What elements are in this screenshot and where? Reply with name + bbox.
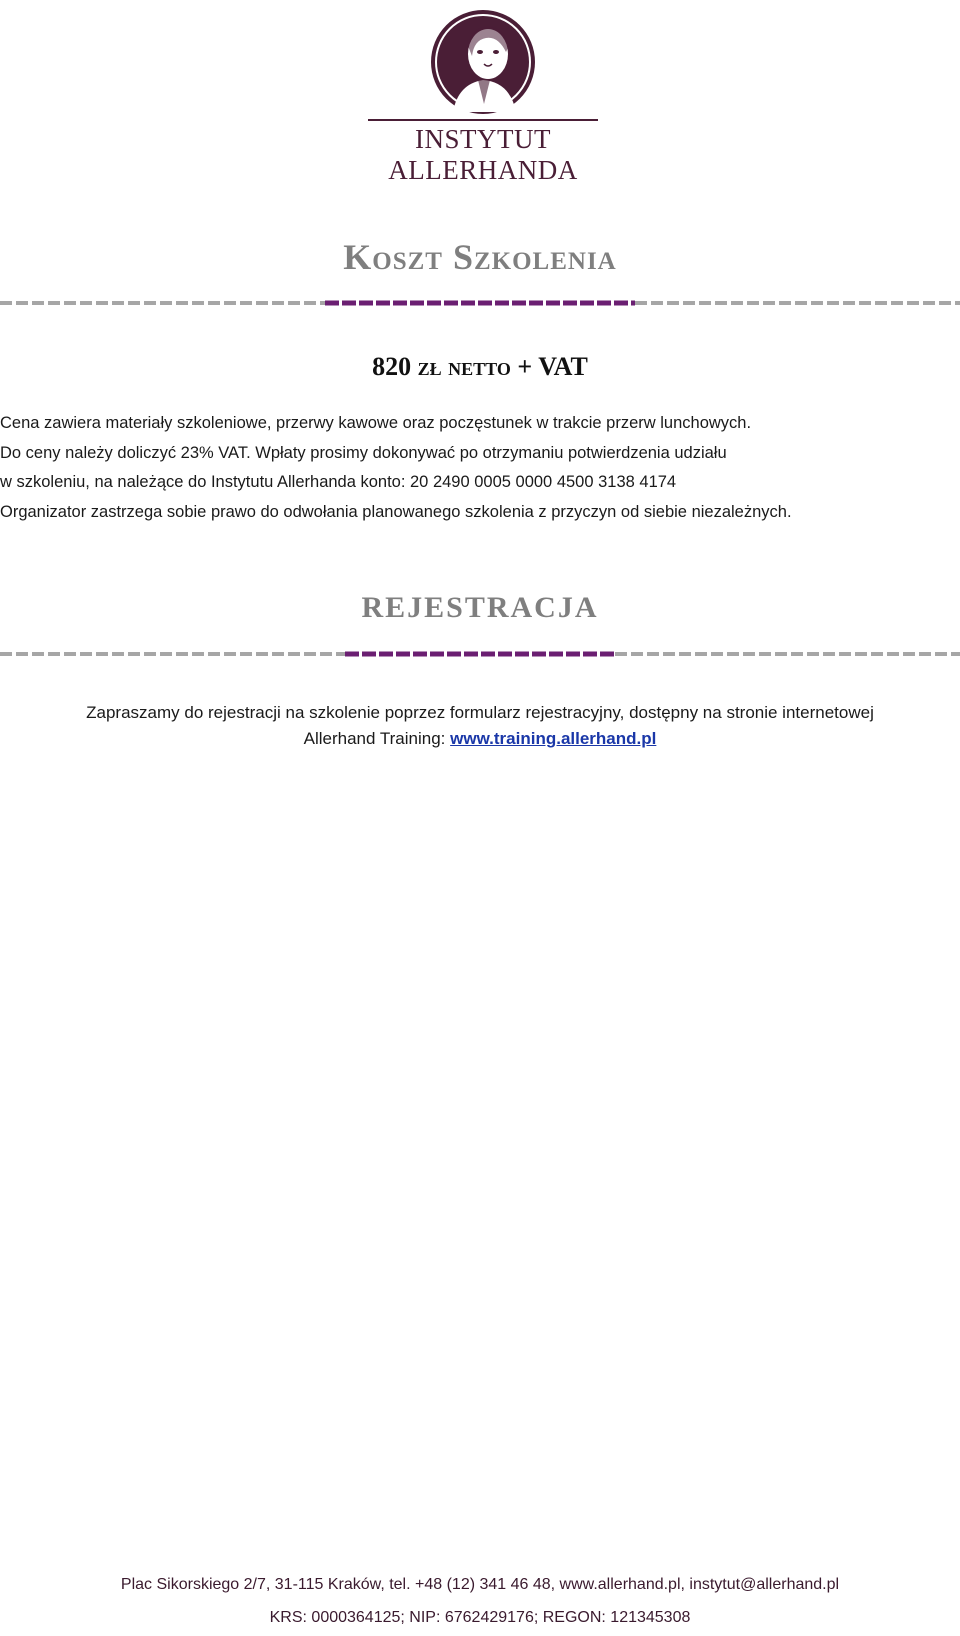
price: 820 zł netto + VAT [372, 352, 588, 381]
cost-line: Cena zawiera materiały szkoleniowe, przerwy kawowe oraz poczęstunek w trakcie przerw lunchowych. [0, 414, 752, 432]
registration-text [0, 700, 960, 752]
cost-line: Do ceny należy doliczyć 23% VAT. Wpłaty prosimy dokonywać po otrzymaniu potwierdzenia udziału [0, 443, 727, 462]
cost-section-title: Koszt Szkolenia [343, 237, 617, 277]
section-divider [0, 300, 960, 306]
cost-line: Organizator zastrzega sobie prawo do odwołania planowanego szkolenia z przyczyn od siebie niezależnych. [0, 502, 792, 521]
registration-line: Zapraszamy do rejestracji na szkolenie poprzez formularz rejestracyjny, dostępny na stronie internetowej [86, 703, 874, 722]
portrait-emblem-icon [318, 6, 648, 136]
cost-description [0, 409, 960, 527]
registration-section-title: REJESTRACJA [361, 591, 599, 624]
cost-line: w szkoleniu, na należące do Instytutu Allerhanda konto: 20 2490 0005 0000 4500 3138 4174 [0, 473, 677, 491]
registration-link[interactable]: www.training.allerhand.pl [450, 729, 657, 748]
logo-wordmark: INSTYTUT ALLERHANDA [388, 124, 578, 185]
registration-prefix: Allerhand Training: [303, 729, 451, 748]
registration-line [0, 726, 960, 752]
logo [318, 6, 648, 185]
section-divider [0, 651, 960, 657]
footer-registry: KRS: 0000364125; NIP: 6762429176; REGON: 121345308 [269, 1609, 691, 1626]
footer-contact: Plac Sikorskiego 2/7, 31-115 Kraków, tel. +48 (12) 341 46 48, www.allerhand.pl, instytut@allerhand.pl [120, 1576, 840, 1593]
